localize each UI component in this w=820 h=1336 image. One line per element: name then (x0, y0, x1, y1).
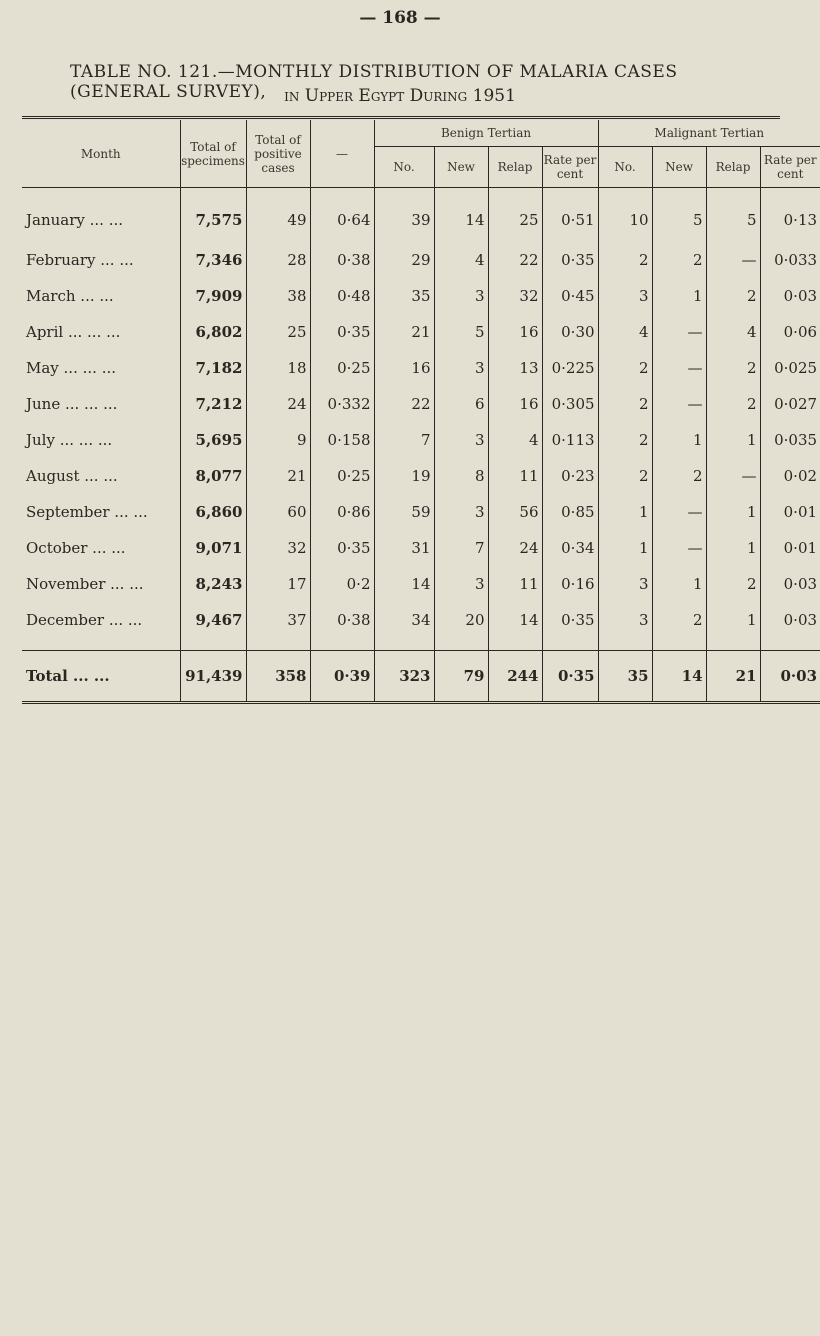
bt-no-cell: 39 (374, 188, 434, 243)
bt-new-cell: 20 (434, 602, 488, 638)
table-row (22, 278, 820, 314)
malaria-table (22, 120, 820, 704)
month-cell: July ... ... ... (26, 431, 113, 449)
specimens-cell: 8,243 (180, 566, 246, 602)
bt-rate-cell: 0·113 (542, 422, 598, 458)
bt-rate-cell: 0·85 (542, 494, 598, 530)
bt-no-cell: 35 (374, 278, 434, 314)
mt-no-cell: 2 (598, 386, 652, 422)
bt-relap-cell: 11 (488, 458, 542, 494)
bt-new-cell: 5 (434, 314, 488, 350)
mt-no-cell: 2 (598, 458, 652, 494)
rate-cell: 0·25 (310, 458, 374, 494)
spacer-cell (22, 638, 180, 651)
mt-no-cell: 10 (598, 188, 652, 243)
top-double-rule (22, 116, 780, 119)
month-cell: December ... ... (26, 611, 143, 629)
rate-cell: 0·158 (310, 422, 374, 458)
bt-relap-cell: 16 (488, 314, 542, 350)
month-cell: Total ... ... (22, 651, 180, 703)
mt-no-cell: 2 (598, 242, 652, 278)
table-row (22, 350, 820, 386)
bt-relap-cell: 16 (488, 386, 542, 422)
mt-no-cell: 2 (598, 350, 652, 386)
spacer-cell (598, 638, 652, 651)
bt-new-cell: 4 (434, 242, 488, 278)
header-mt-new: New (652, 147, 706, 188)
mt-rate-cell: 0·035 (760, 422, 820, 458)
header-mt-rate: Rate per cent (760, 147, 820, 188)
positive-cell: 9 (246, 422, 310, 458)
mt-new-cell: 1 (652, 566, 706, 602)
bt-new-cell: 3 (434, 422, 488, 458)
bt-relap-cell: 14 (488, 602, 542, 638)
mt-rate-cell: 0·06 (760, 314, 820, 350)
bt-relap-cell: 22 (488, 242, 542, 278)
specimens-cell: 8,077 (180, 458, 246, 494)
bt-relap-cell: 4 (488, 422, 542, 458)
mt-rate-cell: 0·03 (760, 566, 820, 602)
month-cell: January ... ... (26, 211, 124, 229)
spacer-cell (706, 638, 760, 651)
rate-cell: 0·64 (310, 188, 374, 243)
bt-rate-cell: 0·35 (542, 242, 598, 278)
mt-new-cell: 1 (652, 422, 706, 458)
positive-cell: 49 (246, 188, 310, 243)
bt-rate-cell: 0·23 (542, 458, 598, 494)
bt-rate-cell: 0·34 (542, 530, 598, 566)
mt-rate-cell: 0·01 (760, 494, 820, 530)
specimens-cell: 9,071 (180, 530, 246, 566)
spacer-cell (760, 638, 820, 651)
month-cell: November ... ... (26, 575, 144, 593)
spacer-row (22, 638, 820, 651)
bt-new-cell: 3 (434, 494, 488, 530)
mt-rate-cell: 0·03 (760, 651, 820, 703)
specimens-cell: 7,346 (180, 242, 246, 278)
table-title: TABLE NO. 121.—MONTHLY DISTRIBUTION OF MALARIA CASES (GENERAL SURVEY), (70, 62, 678, 102)
header-malignant-tertian: Malignant Tertian (598, 120, 820, 147)
bt-relap-cell: 24 (488, 530, 542, 566)
bt-new-cell: 7 (434, 530, 488, 566)
table-row (22, 566, 820, 602)
bt-no-cell: 34 (374, 602, 434, 638)
bt-rate-cell: 0·30 (542, 314, 598, 350)
positive-cell: 28 (246, 242, 310, 278)
month-cell: September ... ... (26, 503, 148, 521)
table-row (22, 494, 820, 530)
bt-new-cell: 3 (434, 566, 488, 602)
mt-rate-cell: 0·13 (760, 188, 820, 243)
mt-rate-cell: 0·01 (760, 530, 820, 566)
positive-cell: 18 (246, 350, 310, 386)
bt-new-cell: 14 (434, 188, 488, 243)
rate-cell: 0·48 (310, 278, 374, 314)
bt-rate-cell: 0·35 (542, 602, 598, 638)
bt-no-cell: 7 (374, 422, 434, 458)
specimens-cell: 7,212 (180, 386, 246, 422)
header-mt-relap: Relap (706, 147, 760, 188)
header-benign-tertian: Benign Tertian (374, 120, 598, 147)
mt-new-cell: 2 (652, 458, 706, 494)
header-total-specimens: Total of specimens (180, 120, 246, 188)
bt-relap-cell: 25 (488, 188, 542, 243)
spacer-cell (488, 638, 542, 651)
specimens-cell: 7,182 (180, 350, 246, 386)
specimens-cell: 7,575 (180, 188, 246, 243)
bt-relap-cell: 244 (488, 651, 542, 703)
bt-rate-cell: 0·225 (542, 350, 598, 386)
month-cell: February ... ... (26, 251, 134, 269)
header-bt-relap: Relap (488, 147, 542, 188)
header-bt-no: No. (374, 147, 434, 188)
spacer-cell (652, 638, 706, 651)
specimens-cell: 9,467 (180, 602, 246, 638)
bt-no-cell: 19 (374, 458, 434, 494)
bt-no-cell: 21 (374, 314, 434, 350)
mt-new-cell: 2 (652, 242, 706, 278)
mt-relap-cell: 1 (706, 422, 760, 458)
rate-cell: 0·25 (310, 350, 374, 386)
bt-rate-cell: 0·51 (542, 188, 598, 243)
table-row (22, 422, 820, 458)
bt-new-cell: 3 (434, 350, 488, 386)
mt-rate-cell: 0·03 (760, 278, 820, 314)
spacer-cell (434, 638, 488, 651)
month-cell: March ... ... (26, 287, 114, 305)
mt-new-cell: 14 (652, 651, 706, 703)
month-cell: April ... ... ... (26, 323, 121, 341)
mt-new-cell: 5 (652, 188, 706, 243)
positive-cell: 17 (246, 566, 310, 602)
total-row (22, 651, 820, 703)
mt-relap-cell: 1 (706, 602, 760, 638)
mt-relap-cell: 21 (706, 651, 760, 703)
specimens-cell: 6,802 (180, 314, 246, 350)
bt-relap-cell: 32 (488, 278, 542, 314)
mt-rate-cell: 0·02 (760, 458, 820, 494)
mt-relap-cell: 4 (706, 314, 760, 350)
mt-relap-cell: 1 (706, 530, 760, 566)
bt-rate-cell: 0·35 (542, 651, 598, 703)
spacer-cell (542, 638, 598, 651)
spacer-cell (374, 638, 434, 651)
header-bt-rate: Rate per cent (542, 147, 598, 188)
bt-rate-cell: 0·305 (542, 386, 598, 422)
bt-rate-cell: 0·16 (542, 566, 598, 602)
mt-rate-cell: 0·03 (760, 602, 820, 638)
mt-rate-cell: 0·027 (760, 386, 820, 422)
bt-no-cell: 323 (374, 651, 434, 703)
header-total-positive: Total of positive cases (246, 120, 310, 188)
mt-relap-cell: — (706, 458, 760, 494)
mt-no-cell: 3 (598, 566, 652, 602)
mt-no-cell: 3 (598, 602, 652, 638)
mt-relap-cell: 2 (706, 566, 760, 602)
table-row (22, 458, 820, 494)
positive-cell: 37 (246, 602, 310, 638)
table-row (22, 242, 820, 278)
table-row (22, 188, 820, 243)
positive-cell: 38 (246, 278, 310, 314)
table-row (22, 530, 820, 566)
bt-no-cell: 59 (374, 494, 434, 530)
mt-new-cell: — (652, 386, 706, 422)
month-cell: October ... ... (26, 539, 126, 557)
mt-relap-cell: 2 (706, 386, 760, 422)
positive-cell: 25 (246, 314, 310, 350)
spacer-cell (246, 638, 310, 651)
bt-no-cell: 31 (374, 530, 434, 566)
mt-no-cell: 35 (598, 651, 652, 703)
table-row (22, 314, 820, 350)
table-row (22, 602, 820, 638)
mt-new-cell: — (652, 494, 706, 530)
month-cell: May ... ... ... (26, 359, 116, 377)
bt-new-cell: 6 (434, 386, 488, 422)
specimens-cell: 7,909 (180, 278, 246, 314)
header-rate-dash: — (310, 120, 374, 188)
bt-no-cell: 16 (374, 350, 434, 386)
bt-no-cell: 22 (374, 386, 434, 422)
bt-rate-cell: 0·45 (542, 278, 598, 314)
spacer-cell (180, 638, 246, 651)
bt-no-cell: 29 (374, 242, 434, 278)
header-bt-new: New (434, 147, 488, 188)
bt-new-cell: 79 (434, 651, 488, 703)
mt-rate-cell: 0·033 (760, 242, 820, 278)
positive-cell: 21 (246, 458, 310, 494)
bt-relap-cell: 11 (488, 566, 542, 602)
positive-cell: 32 (246, 530, 310, 566)
bt-new-cell: 8 (434, 458, 488, 494)
mt-new-cell: 1 (652, 278, 706, 314)
mt-no-cell: 1 (598, 530, 652, 566)
mt-relap-cell: 2 (706, 350, 760, 386)
rate-cell: 0·86 (310, 494, 374, 530)
bt-new-cell: 3 (434, 278, 488, 314)
positive-cell: 60 (246, 494, 310, 530)
month-cell: June ... ... ... (26, 395, 118, 413)
mt-new-cell: — (652, 530, 706, 566)
table-subtitle: in Upper Egypt During 1951 (284, 86, 516, 106)
mt-relap-cell: 2 (706, 278, 760, 314)
mt-relap-cell: 1 (706, 494, 760, 530)
rate-cell: 0·332 (310, 386, 374, 422)
specimens-cell: 5,695 (180, 422, 246, 458)
month-cell: August ... ... (26, 467, 118, 485)
mt-no-cell: 1 (598, 494, 652, 530)
rate-cell: 0·35 (310, 530, 374, 566)
mt-relap-cell: — (706, 242, 760, 278)
bt-relap-cell: 13 (488, 350, 542, 386)
mt-no-cell: 4 (598, 314, 652, 350)
header-mt-no: No. (598, 147, 652, 188)
mt-relap-cell: 5 (706, 188, 760, 243)
rate-cell: 0·39 (310, 651, 374, 703)
page-number: — 168 — (359, 8, 441, 28)
bt-relap-cell: 56 (488, 494, 542, 530)
positive-cell: 24 (246, 386, 310, 422)
mt-rate-cell: 0·025 (760, 350, 820, 386)
mt-new-cell: — (652, 314, 706, 350)
rate-cell: 0·2 (310, 566, 374, 602)
bt-no-cell: 14 (374, 566, 434, 602)
rate-cell: 0·38 (310, 602, 374, 638)
specimens-cell: 91,439 (180, 651, 246, 703)
mt-no-cell: 2 (598, 422, 652, 458)
mt-new-cell: — (652, 350, 706, 386)
specimens-cell: 6,860 (180, 494, 246, 530)
header-month: Month (22, 120, 180, 188)
mt-new-cell: 2 (652, 602, 706, 638)
spacer-cell (310, 638, 374, 651)
table-row (22, 386, 820, 422)
positive-cell: 358 (246, 651, 310, 703)
mt-no-cell: 3 (598, 278, 652, 314)
rate-cell: 0·35 (310, 314, 374, 350)
rate-cell: 0·38 (310, 242, 374, 278)
